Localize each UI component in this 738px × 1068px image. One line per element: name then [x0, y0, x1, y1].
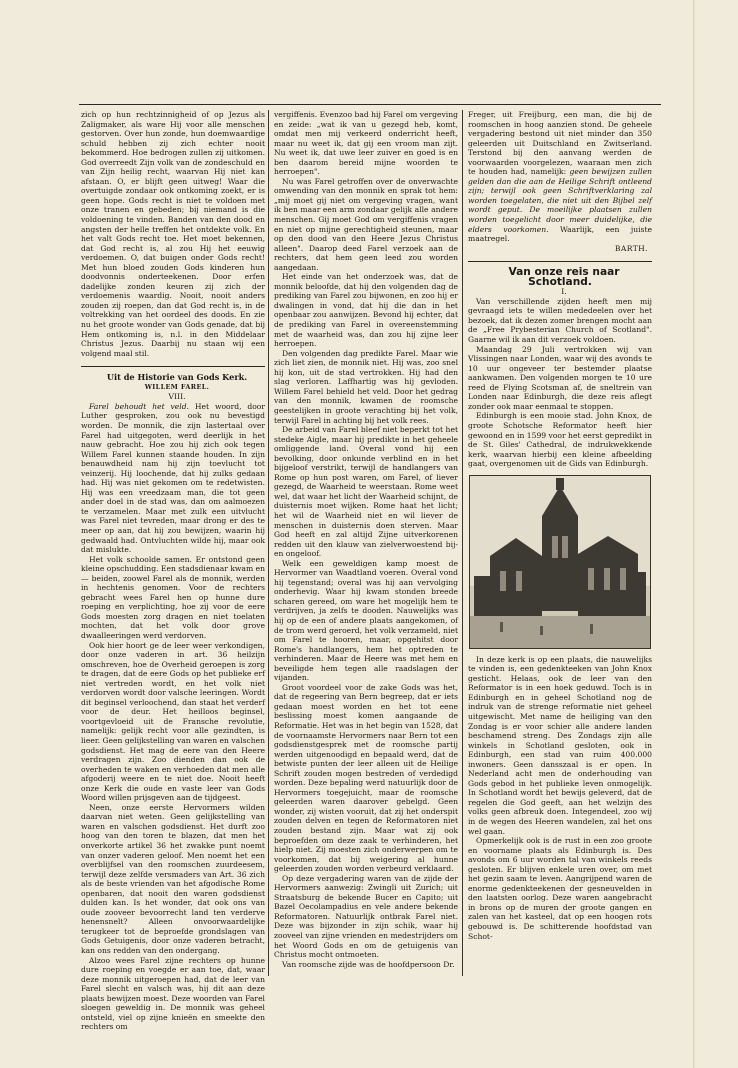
paragraph: Van roomsche zijde was de hoofdpersoon Dr. — [282, 959, 455, 969]
paragraph: Alzoo wees Farel zijne rechters op hunne dure roeping en voegde er aan toe, dat, waar deze monnik uitgeroepen had, dat de leer van Farel slecht en valsch was, hij dit aan deze plaats bewijzen moest. Deze woorden van Farel sloegen geweldig in. De monnik was geheel ontsteld, viel op zijne knieën en smeekte den rechters om — [81, 955, 265, 1032]
paragraph: Het einde van het onderzoek was, dat de monnik beloofde, dat hij den volgenden dag de prediking van Farel zou bijwonen, en zoo hij er dwalingen in vond, dat hij die dan in het openbaar zou aanwijzen. Bevond hij echter, dat de prediking van Farel in overeenstemming met de waarheid was, dan zou hij zijne leer herroepen. — [274, 272, 458, 349]
section-rule — [468, 261, 652, 262]
paragraph-lead: Farel behoudt het veld. — [89, 401, 190, 411]
paragraph: Den volgenden dag predikte Farel. Maar wie zich liet zien, de monnik niet. Hij was, zoo snel hij kon, uit de stad vertrokken. Hij had den slag verloren. Laffhartig was hij gevloden. Willem Farel behield het veld. Door het gedrag van den monnik, kwamen de roomsche geestelijken in groote verachting bij het volk, terwijl Farel in achting bij het volk rees. — [274, 348, 458, 425]
column-1 — [81, 110, 265, 1032]
paragraph: vergiffenis. Evenzoo bad hij Farel om vergeving en zeide: „wat ik van u gezegd heb, komt, omdat men mij verkeerd onderricht heeft, maar nu weet ik, dat gij een vroom man zijt. Nu weet ik, dat uwe leer zuiver en goed is en ben daarom bereid mijne woorden te herroepen". — [274, 110, 458, 177]
article-title: Van onze reis naar Schotland. — [508, 266, 620, 288]
author-signature: BARTH. — [614, 243, 648, 253]
paragraph-body: Het woord, door Luther gesproken, zou ook nu bevestigd worden. De monnik, die zijn lastertaal over Farel had uitgegoten, werd deerlijk in het nauw gebracht. Hoe zou hij zich ook tegen Willem Farel kunnen staande houden. In zijn benauwdheid nam hij zijn toevlucht tot veinzerij. Hij loochende, dat hij zulks gedaan had. Hij was niet gekomen om te redetwisten. Hij was een vreedzaam man, die tot geen ander doel in de stad was, dan om aalmoezen te verzamelen. Maar met zulk een uitvlucht was Farel niet tevreden, maar drong er des te meer op aan, dat hij zou bewijzen, waarin hij gedwaald had. Ontvluchten wilde hij, maar ook dat mislukte. — [81, 401, 265, 555]
paragraph: Op deze vergadering waren van de zijde der Hervormers aanwezig: Zwingli uit Zurich; uit Straatsburg de bekende Bucer en Capito; uit Bazel Oecolampadius en vele andere bekende Reformatoren. Natuurlijk ontbrak Farel niet. Deze was bijzonder in zijn schik, waar hij zooveel van zijne vrienden en medestrijders om het Woord Gods en om de getuigenis van Christus mocht ontmoeten. — [274, 873, 458, 960]
column-divider — [268, 110, 269, 976]
paragraph — [468, 110, 652, 244]
paragraph: Opmerkelijk ook is de rust in een zoo groote en voorname plaats als Edinburgh is. Des avonds om 6 uur worden tal van winkels reeds gesloten. Er blijven enkele uren over, om met het gezin saam te leven. Aangrijpend waren de enorme gedenkteekenen der gesneuvelden in den laatsten oorlog. Deze waren aangebracht in brons op de muren der groote gangen en zalen van het kasteel, dat op een hoogen rots gebouwd is. De schitterende hoofdstad van Schot- — [468, 836, 652, 941]
column-3 — [468, 110, 652, 980]
article-number: I. — [561, 287, 567, 297]
paragraph: Het volk schoolde samen. Er ontstond geen kleine opschudding. Een stadsdienaar kwam en — beiden, zoowel Farel als de monnik, werden in hechtenis genomen. Voor de rechters gebracht wees Farel hen op hunne dure roeping en verplichting, hoe zij voor de eere Gods moesten zorg dragen en niet toelaten mochten, dat het volk door grove dwaalleeringen werd verdorven. — [81, 554, 265, 640]
paragraph: De arbeid van Farel bleef niet beperkt tot het stedeke Aigle, maar hij predikte in het geheele omliggende land. Overal vond hij een bevolking, door onkunde verblind en in het bijgeloof verstrikt, terwijl de handlangers van Rome op hun post waren, om Farel, of liever gezegd, de Waarheid te weerstaan. Rome weet wel, dat waar het licht der Waarheid schijnt, de duisternis moet wijken. Rome haat het licht; het wil de Waarheid niet en wil liever de menschen in duisternis doen sterven. Maar God heeft en zal altijd Zijne uitverkorenen redden uit den klauw van zielverwoestend bij- en ongeloof. — [274, 425, 458, 559]
paragraph: Van verschillende zijden heeft men mij gevraagd iets te willen mededeelen over het bezoek, dat ik dezen zomer brengen mocht aan de „Free Prybesterian Church of Scotland". Gaarne wil ik aan dit verzoek voldoen. — [468, 296, 652, 345]
paragraph: Welk een geweldigen kamp moest de Hervormer van Waadtland voeren. Overal vond hij tegenstand; overal was hij aan vervolging onderhevig. Waar hij kwam stonden breede scharen gereed, om ware het mogelijk hem te verdrijven, ja zelfs te dooden. Nauwelijks was hij op de een of andere plaats aangekomen, of de trom werd geroerd, het volk verzameld, niet om Farel te hooren, maar, opgehitst door Rome's handlangers, hem het optreden te verhinderen. Maar de Heere was met hem en beveiligde hem tegen alle raadslagen der vijanden. — [274, 558, 458, 683]
paragraph: Nu was Farel getroffen over de onverwachte omwending van den monnik en sprak tot hem: „mij moet gij niet om vergeving vragen, want ik ben maar een arm zondaar gelijk alle andere menschen. Gij moet God om vergiffenis vragen en niet op mijne gerechtigheid steunen, maar op den dood van den Heere Jezus Christus alleen". Daarop deed Farel verzoek aan de rechters, dat hem geen leed zou worden aangedaan. — [274, 176, 458, 272]
paragraph: zich op hun rechtzinnigheid of op Jezus als Zaligmaker, als ware Hij voor alle menschen gestorven. Over hun zonde, hun doemwaardige schuld hebben zij zich echter nooit bekommerd. Hoe bedrogen zullen zij uitkomen. God overreedt Zijn volk van de zondeschuld en van Zijn heilig recht, waarvan Hij niet kan afstaan. O, er blijft geen uitweg! Waar die overtuigde zondaar ook ontkoming zoekt, er is geen hope. Gods recht is niet te voldoen met onze tranen en gebeden; bij niemand is die voldoening te vinden. Banden van den dood en angsten der helle treffen het ontdekte volk. En het valt Gods recht toe. Het moet bekennen, dat God recht is, al zou Hij het eeuwig verdoemen. O, dat buigen onder Gods recht! Met hun bloed zouden Gods kinderen hun doodvonnis onderteekenen. Door erfen dadelijke zonden keuren zij zich der verdoemenis waardig. Nooit, nooit anders zouden zij roepen, dan dat God recht is, in de voltrekking van het oordeel des doods. En zie nu het groote wonder van Gods genade, dat bij Hem ontkoming is, n.l. in den Middelaar Christus Jezus. Daarbij nu staan wij een volgend maal stil. — [81, 110, 265, 358]
paragraph: Neen, onze eerste Hervormers wilden daarvan niet weten. Geen gelijkstelling van waren en valschen godsdienst. Het durft zoo hoog van den toren te blazen, dat men het onverkorte artikel 36 het zwakke punt noemt van onzer vaderen geloof. Men noemt het een overblijfsel van den roomschen zuurdeesem, terwijl deze zelfde versmaders van Art. 36 zich als de beste vrienden van het afgodische Rome openbaren, dat nooit den waren godsdienst dulden kan. Is het wonder, dat ook ons van oude zooveer bevoorrecht land ten verderve henensnelt? Alleen onvoorwaardelijke terugkeer tot de beproefde grondslagen van Gods Getuigenis, door onze vaderen betracht, kan ons redden van den ondergang. — [81, 802, 265, 956]
paragraph: Ook hier hoort ge de leer weer verkondigen, door onze vaderen in art. 36 heilzijn omschreven, hoe de Overheid geroepen is zorg te dragen, dat de eere Gods op het publieke erf niet vertreden wordt, en het volk niet verdorven wordt door valsche leeringen. Wordt dit beginsel verloochend, dan staat het verderf voor de deur. Het heilloos beginsel, voortgevloeid uit de Fransche revolutie, namelijk: gelijk recht voor alle gezindten, is lieer. Geen gelijkstelling van waren en valschen godsdienst. Het mag de eere van den Heere verdragen zijn. Zoo dienden dan ook de overheden te waken en verhoeden dat men alle afgoderij weere en te niet doe. Nooit heeft onze Kerk die oude en vaste leer van Gods Woord willen prijsgeven aan de tijdgeest. — [81, 640, 265, 803]
paragraph-end: Waarlijk, een juiste maatregel. — [468, 224, 652, 244]
quoted-conditions: geen bewijzen zullen gelden dan die aan de Heilige Schrift ontleend zijn; terwijl ook geen Schriftverklaring zal worden toegelaten, die niet uit den Bijbel zelf wordt geput. De moeilijke plaatsen zullen worden toegelicht door meer duidelijke, die elders voorkomen. — [468, 167, 652, 234]
paragraph: Edinburgh is een mooie stad. John Knox, de groote Schotsche Reformator heeft hier gewoond en in 1599 voor het eerst gepredikt in de St. Giles' Cathedral, de indrukwekkende kerk, waarvan hierbij een kleine afbeelding gaat, overgenomen uit de Gids van Edinburgh. — [468, 411, 652, 469]
section-rule — [81, 366, 265, 367]
paragraph: In deze kerk is op een plaats, die nauwelijks te vinden is, een gedenkteeken van John Knox gesticht. Helaas, ook de leer van den Reformator is in een hoek geduwd. Toch is in Edinburgh en in geheel Schotland nog de indruk van de strenge reformatie niet geheel uitgewischt. Met name de heiliging van den Zondag is er voor schier alle andere landen beschamend streng. Des Zondags zijn alle winkels in Schotland gesloten, ook in Edinburgh, een stad van ruim 400.000 inwoners. Geen dansszaal is er open. In Nederland acht men de onderhouding van Gods gebod in het publieke leven onmogelijk. In Schotland wordt het bewijs geleverd, dat de regelen die God geeft, aan het welzijn des volks geen afbreuk doen. Integendeel, zoo wij in de wegen des Heeren wandelen, zal het ons wel gaan. — [468, 654, 652, 836]
column-divider — [462, 110, 463, 976]
paragraph — [81, 402, 265, 555]
top-rule — [79, 104, 661, 105]
section-subtitle: WILLEM FAREL. — [144, 382, 210, 391]
paragraph-body: Freger, uit Freijburg, een man, die bij de roomschen in hoog aanzien stond. De geheele vergadering bestond uit niet minder dan 350 geleerden uit Duitschland en Zwitserland. Terstond bij den aanvang werden de voorwaarden voorgelezen, waaraan men zich te houden had, namelijk: — [468, 110, 652, 177]
section-title: Uit de Historie van Gods Kerk. — [106, 372, 248, 383]
paragraph: Groot voordeel voor de zake Gods was het, dat de regeering van Bern begreep, dat er iets gedaan moest worden en het tot eene beslissing moest komen aangaande de Reformatie. Het was in het begin van 1528, dat de voornaamste Hervormers naar Bern tot een godsdienstgesprek met de roomsche partij werden uitgenoodigd en bepaald werd, dat de betwiste punten der leer alleen uit de Heilige Schrift zouden mogen bestreden of verdedigd worden. Deze bepaling werd natuurlijk door de Hervormers toegejuicht, maar de roomsche geleerden waren daarover gebelgd. Geen wonder, zij wisten vooruit, dat zij het onderspit zouden delven en tegen de Reformatoren niet zouden bestand zijn. Maar wat zij ook beproefden om deze zaak te verhinderen, het hielp niet. Zij moesten zich onderwerpen om te voorkomen, dat bij weigering al hunne geleerden zouden worden verbeurd verklaard. — [274, 682, 458, 874]
column-2 — [274, 110, 458, 980]
paragraph: Maandag 29 Juli vertrokken wij van Vlissingen naar Londen, waar wij des avonds te 10 uur ongeveer ter bestemder plaatse aankwamen. Den volgenden morgen te 10 ure reed de Flying Scotsman af, de sneltrein van Londen naar Edinburgh, die deze reis aflegt zonder ook maar eenmaal te stoppen. — [468, 344, 652, 411]
page-fold — [693, 0, 695, 1068]
cathedral-illustration — [469, 475, 651, 649]
section-number: VIII. — [168, 392, 186, 402]
